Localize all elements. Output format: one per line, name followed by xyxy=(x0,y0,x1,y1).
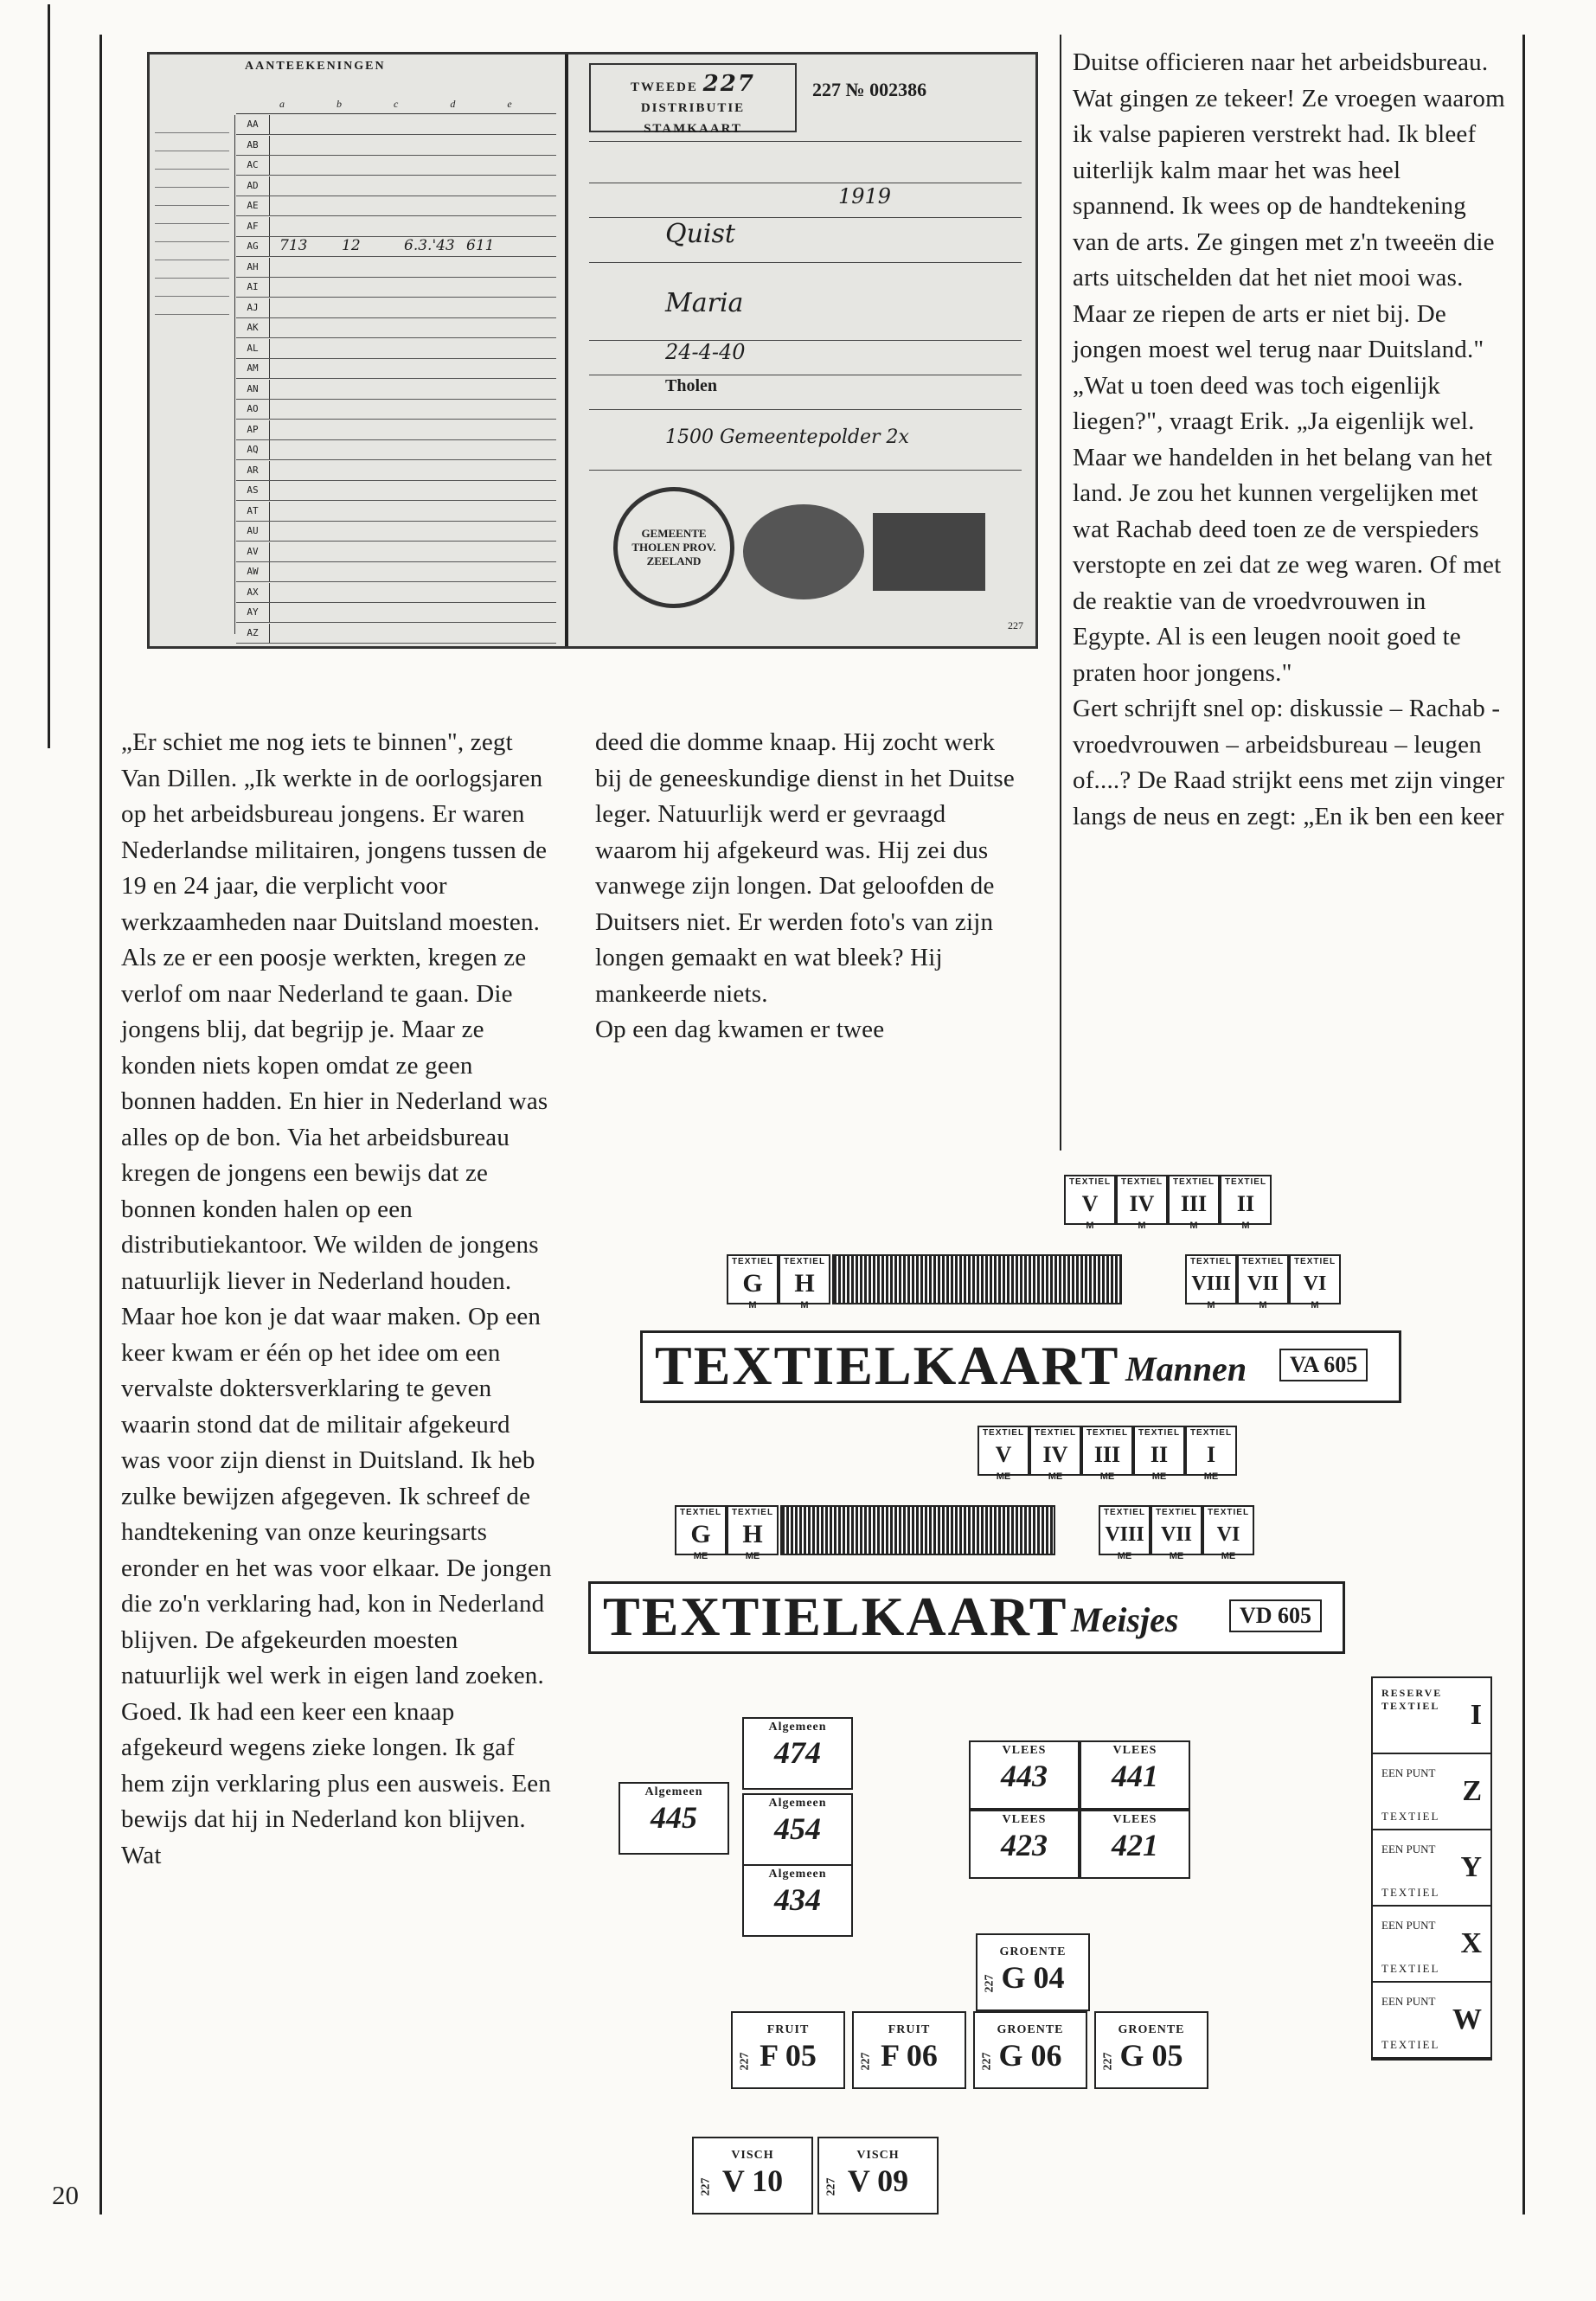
coupon-label: GROENTE xyxy=(997,2023,1064,2036)
coupon-number: I xyxy=(1206,1442,1216,1467)
coupon-label: TEXTIEL xyxy=(1189,1257,1233,1266)
coupon-label: VISCH xyxy=(731,2149,774,2162)
textiel-coupon xyxy=(727,1505,779,1561)
card-grid-row xyxy=(236,176,556,196)
textiel-coupon xyxy=(1133,1426,1185,1482)
card-hand-address: 1500 Gemeentepolder 2x xyxy=(665,426,909,448)
coupon-suffix: ME xyxy=(1203,1471,1219,1482)
card-hand-name: Quist xyxy=(665,219,735,249)
card-column-letters xyxy=(236,94,564,114)
textiel-coupon xyxy=(977,1426,1029,1482)
coupon-number: III xyxy=(1093,1442,1121,1467)
coupon-suffix: ME xyxy=(1048,1471,1063,1482)
coupon-prefix: 227 xyxy=(983,1974,997,1993)
coupon-number: VII xyxy=(1160,1523,1192,1546)
card-row-code: AS xyxy=(236,481,270,500)
coupon-suffix: M xyxy=(1086,1221,1094,1231)
coupon-number: H xyxy=(794,1269,815,1298)
card-title-handwritten: 227 xyxy=(702,71,755,97)
coupon-label: TEXTIEL xyxy=(679,1508,722,1517)
card-grid-row xyxy=(236,624,556,644)
card-column-letter: b xyxy=(337,98,394,110)
coupon-label: TEXTIEL xyxy=(1086,1428,1129,1438)
article-paragraph: Op een dag kwamen er twee xyxy=(595,1016,885,1043)
coupon-number: II xyxy=(1150,1442,1169,1467)
coupon-suffix: ME xyxy=(693,1551,708,1561)
coupon-suffix: M xyxy=(1259,1300,1267,1311)
groente-fruit-coupon xyxy=(976,1933,1090,2011)
card-row-code: AB xyxy=(236,136,270,155)
coupon-suffix: ME xyxy=(1099,1471,1115,1482)
reserve-item xyxy=(1373,1830,1490,1907)
coupon-value: 421 xyxy=(1112,1828,1158,1862)
card-row-code: AZ xyxy=(236,624,270,643)
coupon-value: 445 xyxy=(651,1800,697,1835)
coupon-label: VLEES xyxy=(1002,1813,1047,1826)
reserve-item-bottom: TEXTIEL xyxy=(1381,2038,1440,2051)
coupon-value: V 10 xyxy=(721,2163,784,2198)
card-hand-year: 1919 xyxy=(838,184,892,208)
textielkaart-code: VA 605 xyxy=(1279,1349,1368,1381)
card-row-code: AW xyxy=(236,562,270,581)
coupon-number: V xyxy=(995,1442,1012,1467)
gutter-rule xyxy=(1060,35,1061,1150)
textielkaart-title-bar xyxy=(588,1581,1345,1654)
textielkaart-title: TEXTIELKAART xyxy=(655,1335,1120,1396)
coupon-label: TEXTIEL xyxy=(1138,1428,1181,1438)
card-grid-row xyxy=(236,603,556,623)
coupon-suffix: M xyxy=(1207,1300,1215,1311)
card-title-line2: DISTRIBUTIE xyxy=(640,101,746,115)
coupon-value: G 04 xyxy=(1001,1960,1065,1995)
card-column-letter: a xyxy=(279,98,337,110)
card-row-code: AK xyxy=(236,318,270,337)
coupon-suffix: M xyxy=(1138,1221,1146,1231)
card-row-code: AE xyxy=(236,196,270,215)
coupon-label: TEXTIEL xyxy=(783,1257,826,1266)
coupon-suffix: M xyxy=(748,1300,757,1311)
algemeen-coupon xyxy=(619,1782,729,1855)
coupon-label: TEXTIEL xyxy=(1155,1508,1198,1517)
coupon-value: 474 xyxy=(774,1735,821,1770)
coupon-label: TEXTIEL xyxy=(1120,1177,1163,1187)
reserve-item-top: EEN PUNT xyxy=(1381,1766,1436,1779)
reserve-item-bottom: TEXTIEL xyxy=(1381,1962,1440,1975)
visch-coupon xyxy=(817,2137,939,2214)
coupon-number: G xyxy=(742,1269,763,1298)
coupon-label: TEXTIEL xyxy=(1224,1177,1267,1187)
coupon-suffix: M xyxy=(1311,1300,1319,1311)
card-grid-row xyxy=(236,522,556,542)
coupon-label: Algemeen xyxy=(768,1797,827,1810)
coupon-label: Algemeen xyxy=(768,1868,827,1881)
coupon-label: TEXTIEL xyxy=(1293,1257,1336,1266)
reserve-header xyxy=(1373,1678,1490,1754)
textiel-coupon xyxy=(1185,1426,1237,1482)
card-grid-row xyxy=(236,583,556,603)
coupon-value: V 09 xyxy=(847,2163,909,2198)
coupon-value: G 06 xyxy=(998,2038,1062,2073)
card-row-code: AT xyxy=(236,502,270,521)
coupon-label: GROENTE xyxy=(999,1945,1067,1958)
coupon-value: F 06 xyxy=(881,2038,938,2073)
reserve-item-letter: Z xyxy=(1462,1775,1482,1807)
card-ag-entry: 713 xyxy=(279,237,308,254)
card-row-code: AM xyxy=(236,359,270,378)
article-paragraph: „Er schiet me nog iets te binnen", zegt Van Dillen. „Ik werkte in de oorlogsjaren op het arbeidsbureau jongens. Er waren Nederlandse militairen, jongens tussen de 19 en 24 jaar, die verplicht voor werkzaamheden naar Duitsland moesten. Als ze er een poosje werkten, kregen ze verlof om naar Nederland te gaan. Die jongens blij, dat begrijp je. Maar ze konden niets kopen omdat ze geen bonnen hadden. En hier in Nederland was alles op de bon. Via het arbeidsbureau kregen de jongens een bewijs dat ze bonnen konden halen op een distributiekantoor. We wilden de jongens natuurlijk liever in Nederland houden. Maar hoe kon je dat waar maken. Op een keer kwam er één op het idee om een vervalste doktersverklaring te geven waarin stond dat de militair afgekeurd was voor zijn dienst in Duitsland. Ik heb zulke bewijzen afgegeven. Ik schreef de handtekening van onze keuringsarts eronder en het was voor elkaar. De jongen die zo'n verklaring had, kon in Nederland blijven. De afgekeurden moesten natuurlijk wel werk in eigen land zoeken. Goed. Ik had een keer een knaap afgekeurd wegens zieke longen. Ik gaf hem zijn verklaring plus een ausweis. Een bewijs dat hij in Nederland kon blijven. Wat xyxy=(121,728,552,1869)
card-grid-row xyxy=(236,461,556,481)
textiel-coupon xyxy=(1064,1175,1116,1231)
coupon-label: VLEES xyxy=(1002,1744,1047,1757)
card-grid-row xyxy=(236,380,556,400)
coupon-label: TEXTIEL xyxy=(731,1257,774,1266)
card-row-code: AA xyxy=(236,115,270,134)
card-row-code: AR xyxy=(236,461,270,480)
card-grid-row xyxy=(236,258,556,278)
textiel-coupon xyxy=(1151,1505,1202,1561)
coupon-label: TEXTIEL xyxy=(731,1508,774,1517)
page-number: 20 xyxy=(52,2180,79,2210)
article-paragraph: „Wat u toen deed was toch eigenlijk liegen?", vraagt Erik. „Ja eigenlijk wel. Maar we handelden in het belang van het land. Je zou het kunnen vergelijken met wat Rachab deed toen ze de verspieders verstopte en zei dat ze weg waren. Of met de reaktie van de vroedvrouwen in Egypte. Al is een leugen nooit goed te praten hoor jongens." xyxy=(1073,371,1502,687)
reserve-item-letter: X xyxy=(1460,1927,1482,1959)
reserve-item xyxy=(1373,1907,1490,1983)
reserve-header-text: RESERVE TEXTIEL xyxy=(1381,1687,1443,1712)
textiel-coupon xyxy=(1029,1426,1081,1482)
card-grid-row xyxy=(236,318,556,338)
reserve-item xyxy=(1373,1983,1490,2059)
reserve-item xyxy=(1373,1754,1490,1830)
card-row-code: AJ xyxy=(236,298,270,317)
coupon-value: 434 xyxy=(774,1882,821,1917)
article-column-3 xyxy=(1073,45,1505,835)
card-row-code: AO xyxy=(236,400,270,419)
card-grid-row xyxy=(236,542,556,562)
card-row-code: AL xyxy=(236,339,270,358)
card-column-letter: c xyxy=(394,98,451,110)
card-column-letter: e xyxy=(507,98,564,110)
coupon-label: VISCH xyxy=(856,2149,900,2162)
card-grid-row xyxy=(236,136,556,156)
textiel-coupon xyxy=(727,1254,779,1311)
card-ag-entry: 611 xyxy=(466,237,495,254)
textielkaart-mannen xyxy=(640,1175,1419,1417)
coupon-suffix: ME xyxy=(1117,1551,1132,1561)
textiel-coupon xyxy=(1202,1505,1254,1561)
groente-fruit-coupon xyxy=(731,2011,845,2089)
coupon-number: III xyxy=(1180,1191,1208,1216)
barcode-strip xyxy=(780,1505,1055,1555)
reserve-item-letter: W xyxy=(1452,2003,1482,2035)
card-left-labels xyxy=(150,115,235,634)
article-paragraph: Gert schrijft snel op: diskussie – Rachab -vroedvrouwen – arbeidsbureau – leugen of....? De Raad strijkt eens met zijn vinger langs de neus en zegt: „En ik ben een keer xyxy=(1073,695,1505,830)
coupon-label: TEXTIEL xyxy=(1189,1428,1233,1438)
card-row-code: AI xyxy=(236,278,270,297)
textielkaart-code: VD 605 xyxy=(1229,1599,1322,1632)
textiel-coupon xyxy=(1289,1254,1341,1311)
coupon-number: H xyxy=(742,1520,763,1548)
coupon-prefix: 227 xyxy=(699,2177,713,2196)
card-place: Tholen xyxy=(665,376,718,395)
inner-left-rule xyxy=(99,35,102,2214)
textielkaart-subtitle: Meisjes xyxy=(1071,1600,1179,1639)
article-paragraph: Duitse officieren naar het arbeidsbureau. Wat gingen ze tekeer! Ze vroegen waarom ik valse papieren verstrekt had. Ik bleef uiterlijk kalm maar het was heel spannend. Ik wees op de handtekening van de arts. Ze gingen met z'n tweeën die arts uitschelden dat het niet mooi was. Maar ze riepen de arts er niet bij. De jongen moest wel terug naar Duitsland." xyxy=(1073,48,1505,363)
coupon-suffix: ME xyxy=(1169,1551,1184,1561)
right-rule xyxy=(1522,35,1525,2214)
coupon-label: FRUIT xyxy=(888,2023,931,2036)
card-row-code: AF xyxy=(236,217,270,236)
card-grid-row xyxy=(236,400,556,420)
coupon-suffix: ME xyxy=(1221,1551,1236,1561)
coupon-suffix: M xyxy=(800,1300,809,1311)
card-row-code: AQ xyxy=(236,440,270,459)
coupon-number: VI xyxy=(1303,1272,1327,1295)
coupon-value: 423 xyxy=(1001,1828,1048,1862)
card-grid-row xyxy=(236,278,556,298)
coupon-number: IV xyxy=(1129,1191,1155,1216)
card-column-letter: d xyxy=(450,98,508,110)
algemeen-coupon xyxy=(742,1864,853,1937)
card-row-code: AU xyxy=(236,522,270,541)
groente-fruit-coupon xyxy=(852,2011,966,2089)
ink-stamp xyxy=(743,504,864,599)
textiel-coupon xyxy=(1220,1175,1272,1231)
textiel-coupon xyxy=(675,1505,727,1561)
coupon-label: TEXTIEL xyxy=(1172,1177,1215,1187)
card-row-code: AH xyxy=(236,258,270,277)
card-row-code: AX xyxy=(236,583,270,602)
coupon-number: G xyxy=(690,1520,711,1548)
coupon-suffix: ME xyxy=(1151,1471,1167,1482)
card-title-line1: TWEEDE xyxy=(631,80,698,94)
coupon-label: Algemeen xyxy=(768,1721,827,1734)
coupon-value: F 05 xyxy=(760,2038,817,2073)
coupon-suffix: ME xyxy=(996,1471,1011,1482)
card-grid-row xyxy=(236,502,556,522)
groente-fruit-coupon xyxy=(1094,2011,1208,2089)
coupon-value: G 05 xyxy=(1119,2038,1183,2073)
card-header: AANTEEKENINGEN xyxy=(245,60,386,73)
textiel-coupon xyxy=(1081,1426,1133,1482)
card-grid-row xyxy=(236,237,556,257)
coupon-prefix: 227 xyxy=(1101,2052,1115,2071)
article-paragraph: deed die domme knaap. Hij zocht werk bij de geneeskundige dienst in het Duitse leger. Natuurlijk werd er gevraagd waarom hij afgekeurd was. Hij zei dus vanwege zijn longen. Dat geloofden de Duitsers niet. Er werden foto's van zijn longen gemaakt en wat bleek? Hij mankeerde niets. xyxy=(595,728,1015,1008)
card-grid-row xyxy=(236,562,556,582)
coupon-value: 441 xyxy=(1112,1759,1158,1793)
coupon-suffix: M xyxy=(1241,1221,1250,1231)
vlees-coupon xyxy=(1080,1740,1190,1810)
card-left-page xyxy=(150,54,568,646)
reserve-item-letter: Y xyxy=(1460,1851,1482,1883)
coupon-label: TEXTIEL xyxy=(1034,1428,1077,1438)
article-column-1 xyxy=(121,725,554,1874)
algemeen-coupon xyxy=(742,1717,853,1790)
card-grid-row xyxy=(236,217,556,237)
coupon-label: FRUIT xyxy=(766,2023,810,2036)
card-grid-row xyxy=(236,440,556,460)
textiel-coupon xyxy=(1116,1175,1168,1231)
textiel-coupon xyxy=(1185,1254,1237,1311)
card-row-code: AP xyxy=(236,420,270,439)
card-grid-row xyxy=(236,481,556,501)
reserve-textiel-strip xyxy=(1371,1676,1492,2061)
card-grid-row xyxy=(236,298,556,318)
card-hand-date: 24-4-40 xyxy=(665,340,746,364)
barcode-strip xyxy=(832,1254,1122,1304)
card-grid-row xyxy=(236,359,556,379)
coupon-number: VI xyxy=(1216,1523,1240,1546)
card-grid-row xyxy=(236,196,556,216)
municipal-seal: GEMEENTE THOLEN PROV. ZEELAND xyxy=(613,487,734,608)
coupon-label: TEXTIEL xyxy=(1241,1257,1285,1266)
card-row-code: AD xyxy=(236,176,270,195)
card-ag-entry: 6.3.'43 xyxy=(404,237,455,254)
card-row-code: AY xyxy=(236,603,270,622)
card-fold-number: 227 xyxy=(1008,619,1023,631)
coupon-label: VLEES xyxy=(1112,1813,1157,1826)
reserve-header-letter: I xyxy=(1470,1699,1482,1731)
coupon-suffix: M xyxy=(1189,1221,1198,1231)
vlees-coupon xyxy=(969,1740,1080,1810)
coupon-label: TEXTIEL xyxy=(1068,1177,1112,1187)
visch-coupon xyxy=(692,2137,813,2214)
card-grid-row xyxy=(236,420,556,440)
coupon-value: 454 xyxy=(774,1811,821,1846)
coupon-value: 443 xyxy=(1001,1759,1048,1793)
card-hand-first: Maria xyxy=(665,288,744,318)
coupon-prefix: 227 xyxy=(738,2052,752,2071)
coupon-label: GROENTE xyxy=(1118,2023,1185,2036)
textielkaart-subtitle: Mannen xyxy=(1125,1349,1247,1388)
textiel-coupon xyxy=(779,1254,830,1311)
coupon-label: TEXTIEL xyxy=(982,1428,1025,1438)
vlees-coupon xyxy=(969,1810,1080,1879)
textielkaart-meisjes xyxy=(588,1426,1367,1659)
reserve-item-top: EEN PUNT xyxy=(1381,1995,1436,2008)
reserve-item-bottom: TEXTIEL xyxy=(1381,1886,1440,1899)
card-column-letter-row xyxy=(279,98,564,111)
card-grid-row xyxy=(236,115,556,135)
card-title-box xyxy=(589,63,797,136)
reserve-item-top: EEN PUNT xyxy=(1381,1843,1436,1856)
coupon-label: VLEES xyxy=(1112,1744,1157,1757)
groente-fruit-coupon xyxy=(973,2011,1087,2089)
card-grid-row xyxy=(236,339,556,359)
coupon-number: V xyxy=(1081,1191,1099,1216)
algemeen-coupon xyxy=(742,1793,853,1866)
textielkaart-title: TEXTIELKAART xyxy=(603,1586,1068,1647)
card-number: 227 № 002386 xyxy=(812,79,927,100)
tax-stamp xyxy=(873,513,985,591)
card-title-line3: STAMKAART xyxy=(644,122,742,136)
coupon-number: II xyxy=(1236,1191,1255,1216)
card-row-code: AN xyxy=(236,380,270,399)
coupon-number: VIII xyxy=(1105,1523,1144,1546)
reserve-item-bottom: TEXTIEL xyxy=(1381,1810,1440,1823)
coupon-suffix: ME xyxy=(745,1551,760,1561)
card-grid-row xyxy=(236,156,556,176)
card-row-code: AC xyxy=(236,156,270,175)
coupon-prefix: 227 xyxy=(824,2177,838,2196)
card-row-code: AG xyxy=(236,237,270,256)
coupon-number: VIII xyxy=(1191,1272,1231,1295)
card-right-page xyxy=(579,54,1035,646)
left-margin-rule xyxy=(48,4,50,748)
coupon-prefix: 227 xyxy=(980,2052,994,2071)
coupon-number: VII xyxy=(1247,1272,1279,1295)
textiel-coupon xyxy=(1168,1175,1220,1231)
article-column-2 xyxy=(595,725,1028,1048)
coupon-label: Algemeen xyxy=(644,1785,703,1798)
card-ag-entry: 12 xyxy=(342,237,361,254)
coupon-number: IV xyxy=(1042,1442,1068,1467)
textiel-coupon xyxy=(1237,1254,1289,1311)
vlees-coupon xyxy=(1080,1810,1190,1879)
coupon-label: TEXTIEL xyxy=(1103,1508,1146,1517)
reserve-item-top: EEN PUNT xyxy=(1381,1919,1436,1932)
card-row-code: AV xyxy=(236,542,270,561)
coupon-label: TEXTIEL xyxy=(1207,1508,1250,1517)
stamkaart-photo xyxy=(147,52,1038,649)
textielkaart-title-bar xyxy=(640,1330,1401,1403)
textiel-coupon xyxy=(1099,1505,1151,1561)
coupon-prefix: 227 xyxy=(859,2052,873,2071)
